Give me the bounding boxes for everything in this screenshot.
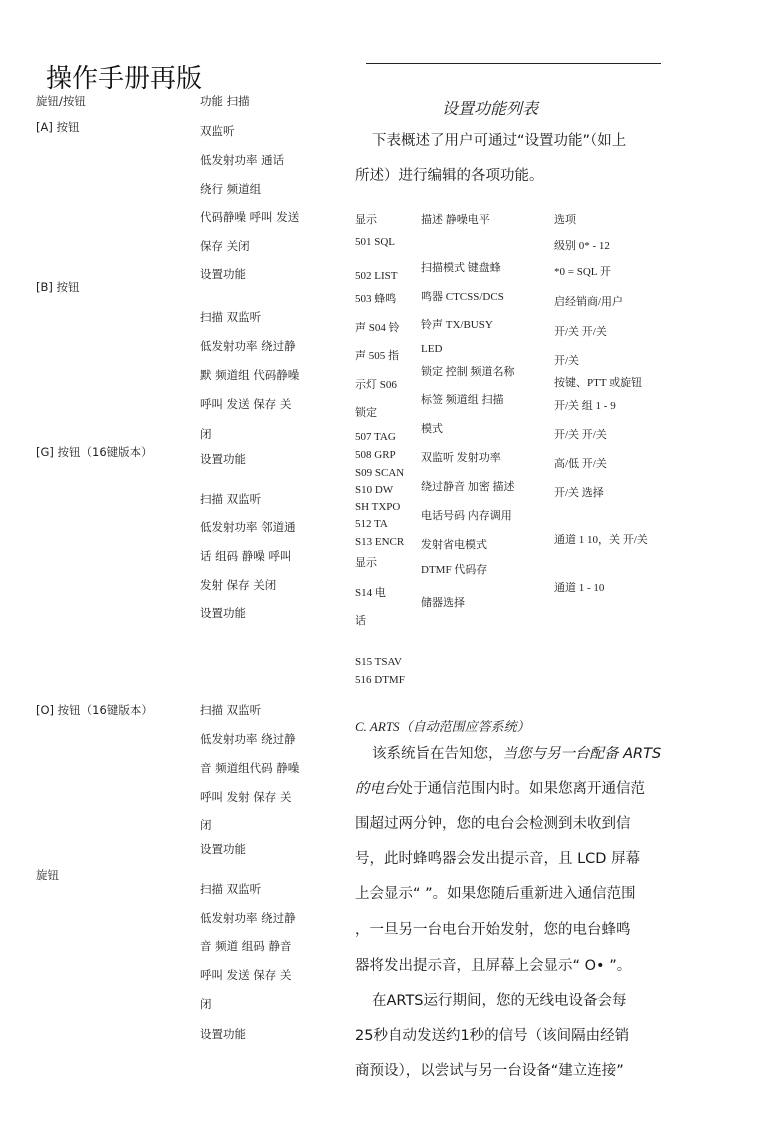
table-col3-cell: 开/关 开/关 xyxy=(554,326,607,338)
section-a-line: 保存 关闭 xyxy=(200,239,250,253)
table-col1-cell: S15 TSAV xyxy=(355,656,402,668)
table-col1-cell: 声 S04 铃 xyxy=(355,322,400,334)
table-col1-cell: 显示 xyxy=(355,214,377,226)
section-label-o: [O] 按钮（16键版本） xyxy=(36,703,153,717)
arts-paragraph-line: 在ARTS运行期间，您的无线电设备会每 xyxy=(372,993,627,1009)
section-b-line: 扫描 双监听 xyxy=(200,310,262,324)
table-col3-cell: 启经销商/用户 xyxy=(554,296,624,308)
table-col1-cell: S14 电 xyxy=(355,587,386,599)
section-o-line: 呼叫 发射 保存 关 xyxy=(200,790,292,804)
table-col2-cell: 鸣器 CTCSS/DCS xyxy=(421,291,504,303)
arts-text-italic: 的电台 xyxy=(355,781,399,797)
table-col1-cell: 503 蜂鸣 xyxy=(355,293,397,305)
table-col1-cell: 示灯 S06 xyxy=(355,379,397,391)
arts-paragraph-line xyxy=(355,775,645,803)
table-col1-cell: S10 DW xyxy=(355,484,394,496)
table-col1-cell: 锁定 xyxy=(355,407,377,419)
section-knob-line: 低发射功率 绕过静 xyxy=(200,911,296,925)
table-col2-cell: 电话号码 内存调用 xyxy=(421,510,512,522)
arts-paragraph-line xyxy=(372,740,661,768)
table-col1-cell: 显示 xyxy=(355,557,377,569)
section-b-line: 闭 xyxy=(200,427,212,441)
section-a-line: 代码静噪 呼叫 发送 xyxy=(200,210,300,224)
table-col2-cell: 铃声 TX/BUSY xyxy=(421,319,493,331)
table-col1-cell: SH TXPO xyxy=(355,501,401,513)
section-knob-line: 呼叫 发送 保存 关 xyxy=(200,968,292,982)
left-header-col2: 功能 扫描 xyxy=(200,94,250,108)
section-g-line: 设置功能 xyxy=(200,452,246,466)
table-col2-cell: 描述 静噪电平 xyxy=(421,214,490,226)
section-b-line: 呼叫 发送 保存 关 xyxy=(200,397,292,411)
table-col3-cell: 开/关 选择 xyxy=(554,487,604,499)
left-header-col1: 旋钮/按钮 xyxy=(36,94,86,108)
table-col3-cell: 通道 1 - 10 xyxy=(554,582,605,594)
arts-text: 该系统旨在告知您， xyxy=(372,746,503,762)
table-col3-cell: 选项 xyxy=(554,214,576,226)
section-knob-line: 闭 xyxy=(200,997,212,1011)
table-col2-cell: 绕过静音 加密 描述 xyxy=(421,481,515,493)
table-col1-cell: 502 LIST xyxy=(355,270,398,282)
table-col3-cell: 开/关 开/关 xyxy=(554,429,607,441)
section-label-knob: 旋钮 xyxy=(36,868,59,882)
table-col3-cell: 通道 1 10，关 开/关 xyxy=(554,534,648,546)
table-col1-cell: S13 ENCR xyxy=(355,536,405,548)
table-col3-cell: *0 = SQL 开 xyxy=(554,266,611,278)
section-o-line: 音 频道组代码 静噪 xyxy=(200,761,300,775)
section-label-b: [B] 按钮 xyxy=(36,280,80,294)
table-col2-cell: LED xyxy=(421,343,443,355)
intro-line: 下表概述了用户可通过“设置功能”（如上 xyxy=(372,133,627,149)
section-a-line: 绕行 频道组 xyxy=(200,182,262,196)
arts-text: 处于通信范围内时。如果您离开通信范 xyxy=(398,781,645,797)
table-col1-cell: 512 TA xyxy=(355,518,388,530)
section-knob-line: 扫描 双监听 xyxy=(200,882,262,896)
arts-paragraph-line: 器将发出提示音，且屏幕上会显示“ O• ”。 xyxy=(355,958,632,974)
table-col1-cell: 508 GRP xyxy=(355,449,396,461)
intro-line: 所述）进行编辑的各项功能。 xyxy=(355,168,544,184)
table-col2-cell: 双监听 发射功率 xyxy=(421,452,501,464)
section-g-line: 低发射功率 邻道通 xyxy=(200,520,296,534)
table-col2-cell: DTMF 代码存 xyxy=(421,564,488,576)
table-col3-cell: 开/关 xyxy=(554,355,580,367)
arts-text-italic: 当您与另一台配备 ARTS xyxy=(502,746,662,762)
table-col1-cell: 声 505 指 xyxy=(355,350,399,362)
section-g-line: 话 组码 静噪 呼叫 xyxy=(200,549,292,563)
section-o-line: 扫描 双监听 xyxy=(200,703,262,717)
arts-paragraph-line: 商预设），以尝试与另一台设备“建立连接” xyxy=(355,1063,624,1079)
section-a-line: 双监听 xyxy=(200,124,235,138)
section-o-line: 低发射功率 绕过静 xyxy=(200,732,296,746)
section-b-line: 低发射功率 绕过静 xyxy=(200,339,296,353)
arts-paragraph-line: 号，此时蜂鸣器会发出提示音，且 LCD 屏幕 xyxy=(355,851,641,867)
table-col2-cell: 扫描模式 键盘蜂 xyxy=(421,262,501,274)
section-a-line: 低发射功率 通话 xyxy=(200,153,285,167)
table-col3-cell: 级别 0* - 12 xyxy=(554,240,610,252)
table-col2-cell: 锁定 控制 频道名称 xyxy=(421,366,515,378)
settings-list-heading: 设置功能列表 xyxy=(442,99,539,118)
header-rule xyxy=(366,63,661,64)
arts-heading-cn: （自动范围应答系统） xyxy=(399,720,530,735)
section-g-line: 设置功能 xyxy=(200,606,246,620)
section-o-line: 设置功能 xyxy=(200,842,246,856)
table-col1-cell: 507 TAG xyxy=(355,431,396,443)
table-col1-cell: 501 SQL xyxy=(355,236,396,248)
document-title: 操作手册再版 xyxy=(46,64,203,94)
section-knob-line: 设置功能 xyxy=(200,1027,246,1041)
arts-paragraph-line: 围超过两分钟，您的电台会检测到未收到信 xyxy=(355,816,631,832)
section-label-g: [G] 按钮（16键版本） xyxy=(36,445,153,459)
section-label-a: [A] 按钮 xyxy=(36,120,80,134)
arts-heading-prefix: C. ARTS xyxy=(355,719,400,734)
table-col3-cell: 开/关 组 1 - 9 xyxy=(554,400,616,412)
table-col2-cell: 储器选择 xyxy=(421,597,465,609)
table-col2-cell: 发射省电模式 xyxy=(421,539,487,551)
table-col3-cell: 按键、PTT 或旋钮 xyxy=(554,377,643,389)
arts-paragraph-line: 上会显示“ ”。如果您随后重新进入通信范围 xyxy=(355,886,636,902)
section-knob-line: 音 频道 组码 静音 xyxy=(200,939,292,953)
arts-paragraph-line: 25秒自动发送约1秒的信号（该间隔由经销 xyxy=(355,1028,630,1044)
table-col2-cell: 模式 xyxy=(421,423,443,435)
table-col2-cell: 标签 频道组 扫描 xyxy=(421,394,504,406)
section-a-line: 设置功能 xyxy=(200,267,246,281)
table-col3-cell: 高/低 开/关 xyxy=(554,458,607,470)
section-o-line: 闭 xyxy=(200,818,212,832)
section-g-line: 发射 保存 关闭 xyxy=(200,578,277,592)
section-g-line: 扫描 双监听 xyxy=(200,492,262,506)
table-col1-cell: 516 DTMF xyxy=(355,674,405,686)
table-col1-cell: S09 SCAN xyxy=(355,467,405,479)
arts-heading xyxy=(355,716,530,735)
section-b-line: 默 频道组 代码静噪 xyxy=(200,368,300,382)
arts-paragraph-line: ，一旦另一台电台开始发射，您的电台蜂鸣 xyxy=(355,922,631,938)
table-col1-cell: 话 xyxy=(355,615,366,627)
